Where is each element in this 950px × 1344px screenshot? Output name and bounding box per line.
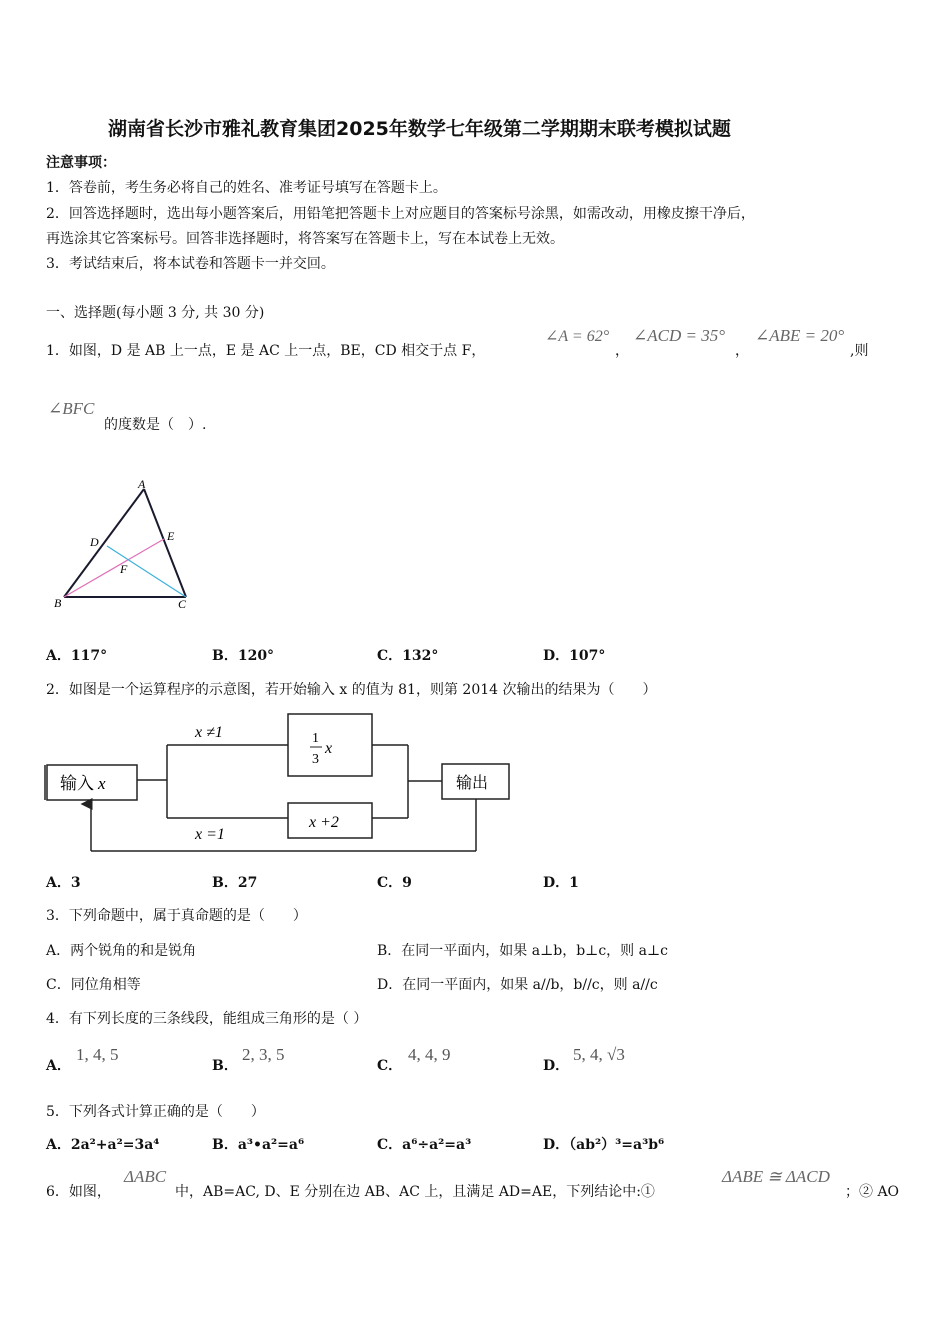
- condition-not-one: x ≠1: [195, 724, 223, 741]
- q3-option-a: A．两个锐角的和是锐角: [46, 943, 197, 959]
- q4-option-d-value: 5, 4, √3: [573, 1045, 625, 1064]
- section-heading: 一、选择题(每小题 3 分, 共 30 分): [46, 305, 265, 321]
- vertex-c-label: C: [178, 597, 187, 611]
- question-3-text: 3．下列命题中，属于真命题的是（ ）: [46, 908, 307, 924]
- triangle-figure: [40, 475, 210, 620]
- q3-option-d: D．在同一平面内，如果 a//b，b//c，则 a//c: [377, 977, 658, 993]
- q4-option-c-letter: C．: [377, 1058, 403, 1074]
- angle-bfc-formula: ∠BFC: [48, 399, 95, 418]
- q5-option-a: A．2a²+a²=3a⁴: [46, 1137, 160, 1153]
- question-2-text: 2．如图是一个运算程序的示意图，若开始输入 x 的值为 81，则第 2014 次输出的结果为（ ）: [46, 682, 657, 698]
- page-title: 湖南省长沙市雅礼教育集团2025年数学七年级第二学期期末联考模拟试题: [108, 118, 731, 140]
- notice-item: 1．答卷前，考生务必将自己的姓名、准考证号填写在答题卡上。: [46, 180, 447, 196]
- point-d-label: D: [90, 535, 99, 549]
- question-1-text: 1．如图，D 是 AB 上一点，E 是 AC 上一点，BE，CD 相交于点 F，: [46, 343, 486, 359]
- q1-option-c: C．132°: [377, 648, 439, 664]
- question-6-tail: ；② AO: [845, 1184, 900, 1200]
- question-6-text: 中，AB=AC, D、E 分别在边 AB、AC 上，且满足 AD=AE，下列结论中:①: [175, 1184, 655, 1200]
- plus-two-expression: x +2: [309, 814, 339, 831]
- q5-option-c: C．a⁶÷a²=a³: [377, 1137, 472, 1153]
- q4-option-a-letter: A．: [46, 1058, 71, 1074]
- triangle-abc-formula: ΔABC: [124, 1167, 167, 1186]
- q5-option-b: B．a³•a²=a⁶: [212, 1137, 305, 1153]
- flowchart: [40, 705, 520, 865]
- angle-a-formula: ∠A = 62°: [545, 328, 610, 345]
- fraction-variable: x: [325, 740, 333, 757]
- q2-option-d: D．1: [543, 875, 579, 891]
- q1-option-b: B．120°: [212, 648, 275, 664]
- q1-option-a: A．117°: [46, 648, 108, 664]
- point-f-label: F: [120, 562, 128, 576]
- q2-option-a: A．3: [46, 875, 81, 891]
- notice-heading: 注意事项：: [46, 155, 116, 171]
- input-label: 输入: [60, 774, 94, 793]
- input-variable: x: [98, 774, 106, 793]
- fraction-numerator: 1: [312, 731, 319, 746]
- question-6-intro: 6．如图，: [46, 1184, 111, 1200]
- congruence-formula: ΔABE ≅ ΔACD: [722, 1167, 830, 1186]
- q4-option-a-value: 1, 4, 5: [76, 1045, 119, 1064]
- q4-option-d-letter: D．: [543, 1058, 570, 1074]
- q4-option-b-letter: B．: [212, 1058, 238, 1074]
- point-e-label: E: [167, 529, 175, 543]
- vertex-b-label: B: [54, 596, 62, 610]
- condition-one: x =1: [195, 826, 225, 843]
- q2-option-c: C．9: [377, 875, 412, 891]
- fraction-denominator: 3: [312, 752, 319, 767]
- question-1-then: ,则: [850, 343, 869, 359]
- separator: ，: [735, 343, 749, 359]
- question-5-text: 5．下列各式计算正确的是（ ）: [46, 1104, 265, 1120]
- q5-option-d: D．（ab²）³=a³b⁶: [543, 1137, 665, 1153]
- notice-item: 2．回答选择题时，选出每小题答案后，用铅笔把答题卡上对应题目的答案标号涂黑，如需改动，用橡皮擦干净后，: [46, 206, 755, 222]
- angle-abe-formula: ∠ABE = 20°: [755, 326, 845, 345]
- q4-option-b-value: 2, 3, 5: [242, 1045, 285, 1064]
- angle-acd-formula: ∠ACD = 35°: [633, 326, 726, 345]
- question-4-text: 4．有下列长度的三条线段，能组成三角形的是（ ）: [46, 1011, 368, 1027]
- notice-item: 再选涂其它答案标号。回答非选择题时，将答案写在答题卡上，写在本试卷上无效。: [46, 231, 564, 247]
- notice-item: 3．考试结束后，将本试卷和答题卡一并交回。: [46, 256, 335, 272]
- separator: ，: [615, 343, 629, 359]
- vertex-a-label: A: [138, 477, 146, 491]
- question-1-ask: 的度数是（ ）.: [104, 417, 207, 433]
- q4-option-c-value: 4, 4, 9: [408, 1045, 451, 1064]
- output-label: 输出: [456, 775, 489, 792]
- q2-option-b: B．27: [212, 875, 258, 891]
- q3-option-c: C．同位角相等: [46, 977, 141, 993]
- q3-option-b: B．在同一平面内，如果 a⊥b，b⊥c，则 a⊥c: [377, 943, 668, 959]
- q1-option-d: D．107°: [543, 648, 606, 664]
